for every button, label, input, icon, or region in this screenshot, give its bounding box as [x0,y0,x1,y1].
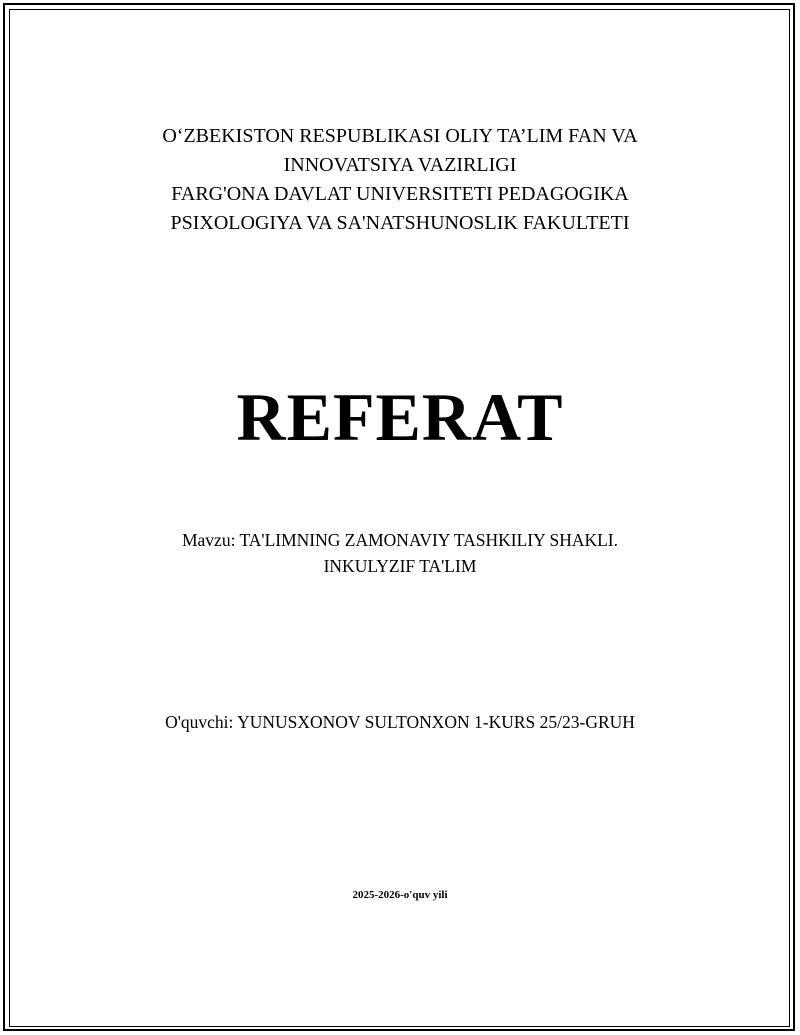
topic-line: INKULYZIF TA'LIM [323,556,477,576]
topic-block [0,527,800,579]
header-line: O‘ZBEKISTON RESPUBLIKASI OLIY TA’LIM FAN VA [162,125,638,147]
topic-line: Mavzu: TA'LIMNING ZAMONAVIY TASHKILIY SHAKLI. [181,530,619,550]
header-line: FARG'ONA DAVLAT UNIVERSITETI PEDAGOGIKA [171,183,629,205]
academic-year: 2025-2026-o'quv yili [352,889,448,901]
institution-header [0,122,800,238]
header-line: INNOVATSIYA VAZIRLIGI [283,154,517,176]
document-title: REFERAT [236,379,564,455]
header-line: PSIXOLOGIYA VA SA'NATSHUNOSLIK FAKULTETI [170,212,630,234]
student-info: O'quvchi: YUNUSXONOV SULTONXON 1-KURS 25/23-GRUH [165,712,635,732]
